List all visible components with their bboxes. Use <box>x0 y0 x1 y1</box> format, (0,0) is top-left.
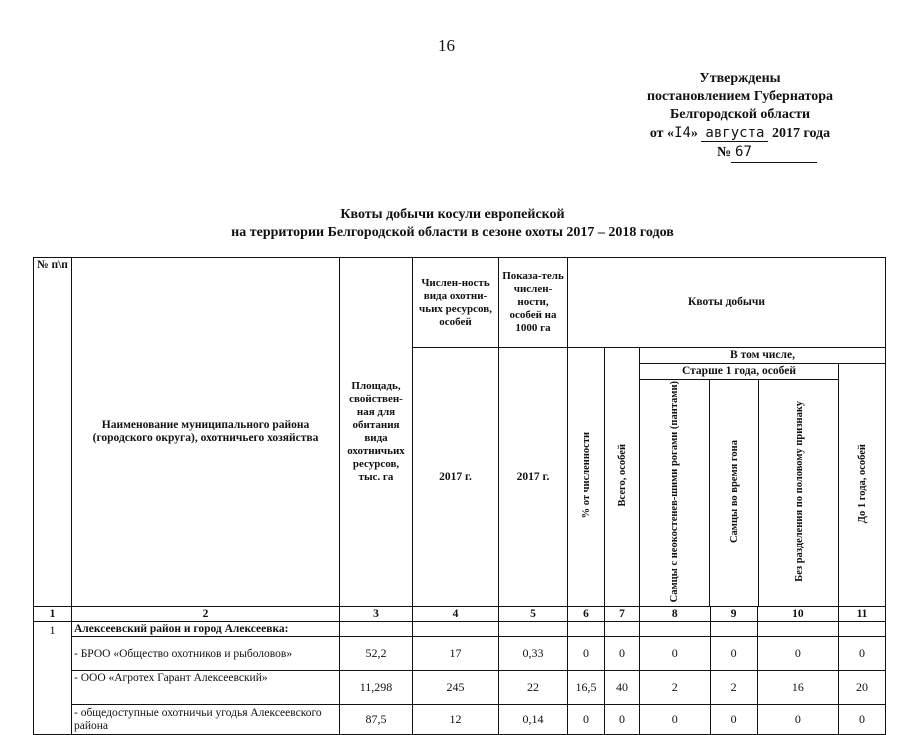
row-males-horns: 0 <box>640 637 711 671</box>
col-number: 1 <box>34 607 72 622</box>
number-prefix: № <box>716 145 732 160</box>
date-month: августа <box>701 125 768 142</box>
row-young: 20 <box>839 671 886 705</box>
row-males-rut: 2 <box>710 671 757 705</box>
row-no-sex: 0 <box>757 637 838 671</box>
row-area: 52,2 <box>340 637 413 671</box>
row-no-sex: 16 <box>757 671 838 705</box>
row-population: 245 <box>413 671 499 705</box>
header-area: Площадь, свойствен-ная для обитания вида охотничьих ресурсов, тыс. га <box>340 258 413 607</box>
col-number: 11 <box>839 607 886 622</box>
header-total: Всего, особей <box>616 444 628 507</box>
col-number: 2 <box>72 607 340 622</box>
row-pct: 0 <box>568 705 605 735</box>
row-name: - ООО «Агротех Гарант Алексеевский» <box>72 671 340 705</box>
col-number: 6 <box>568 607 605 622</box>
header-young-cell <box>839 364 886 607</box>
document-title <box>0 206 905 242</box>
header-year-population: 2017 г. <box>413 348 499 607</box>
header-year-indicator: 2017 г. <box>499 348 568 607</box>
header-name: Наименование муниципального района (городского округа), охотничьего хозяйства <box>72 258 340 607</box>
row-population: 17 <box>413 637 499 671</box>
title-line-1: Квоты добычи косули европейской <box>340 207 565 222</box>
row-males-horns: 2 <box>640 671 711 705</box>
district-number: 1 <box>34 622 72 735</box>
row-total: 0 <box>605 637 640 671</box>
table-row <box>34 637 886 671</box>
row-total: 40 <box>605 671 640 705</box>
row-name: - БРОО «Общество охотников и рыболовов» <box>72 637 340 671</box>
header-older-subtable <box>639 379 839 607</box>
table-row <box>34 705 886 735</box>
row-area: 11,298 <box>340 671 413 705</box>
header-males-rut-cell <box>710 380 759 608</box>
approval-line-1: Утверждены <box>699 71 781 86</box>
district-name: Алексеевский район и город Алексеевка: <box>72 622 340 637</box>
col-number: 10 <box>757 607 838 622</box>
row-males-rut: 0 <box>710 637 757 671</box>
header-population: Числен-ность вида охотни-чьих ресурсов, особей <box>413 258 499 348</box>
row-indicator: 22 <box>499 671 568 705</box>
quota-table <box>33 257 886 735</box>
date-mid: » <box>690 126 702 141</box>
col-number: 8 <box>640 607 711 622</box>
row-pct: 16,5 <box>568 671 605 705</box>
col-number: 4 <box>413 607 499 622</box>
row-population: 12 <box>413 705 499 735</box>
header-indicator: Показа-тель числен-ности, особей на 1000 га <box>499 258 568 348</box>
row-name: - общедоступные охотничьи угодья Алексеевского района <box>72 705 340 735</box>
page-number: 16 <box>438 36 455 55</box>
header-older-label: Старше 1 года, особей <box>681 365 796 377</box>
row-indicator: 0,33 <box>499 637 568 671</box>
row-young: 0 <box>839 637 886 671</box>
date-suffix: 2017 года <box>768 126 831 141</box>
row-young: 0 <box>839 705 886 735</box>
header-young: До 1 года, особей <box>856 444 868 524</box>
header-num: № п\п <box>34 258 72 607</box>
row-males-horns: 0 <box>640 705 711 735</box>
row-no-sex: 0 <box>757 705 838 735</box>
row-males-rut: 0 <box>710 705 757 735</box>
header-pct: % от численности <box>580 432 592 519</box>
col-number: 3 <box>340 607 413 622</box>
approval-date <box>620 124 860 143</box>
number-value: 67 <box>735 144 752 160</box>
title-line-2: на территории Белгородской области в сезоне охоты 2017 – 2018 годов <box>231 225 674 240</box>
row-indicator: 0,14 <box>499 705 568 735</box>
approval-line-2: постановлением Губернатора <box>646 89 834 104</box>
header-including: В том числе, <box>640 348 886 364</box>
header-quotas: Квоты добычи <box>568 258 886 348</box>
header-no-sex: Без разделения по половому признаку <box>793 401 805 583</box>
date-day: I4 <box>674 125 691 141</box>
table-row <box>34 671 886 705</box>
header-no-sex-cell <box>759 380 840 608</box>
date-prefix: от « <box>649 126 675 141</box>
row-pct: 0 <box>568 637 605 671</box>
header-males-horns-cell <box>639 380 710 608</box>
approval-block <box>620 70 860 163</box>
header-males-rut: Самцы во время гона <box>728 440 740 544</box>
header-pct-cell <box>568 348 605 607</box>
col-number: 7 <box>605 607 640 622</box>
header-total-cell <box>605 348 640 607</box>
approval-number <box>620 143 860 163</box>
approval-line-3: Белгородской области <box>669 107 811 122</box>
header-older <box>640 364 839 607</box>
col-number: 5 <box>499 607 568 622</box>
header-males-horns: Самцы с неокостенев-шими рогами (пантами) <box>668 381 680 603</box>
row-area: 87,5 <box>340 705 413 735</box>
col-number: 9 <box>710 607 757 622</box>
row-total: 0 <box>605 705 640 735</box>
